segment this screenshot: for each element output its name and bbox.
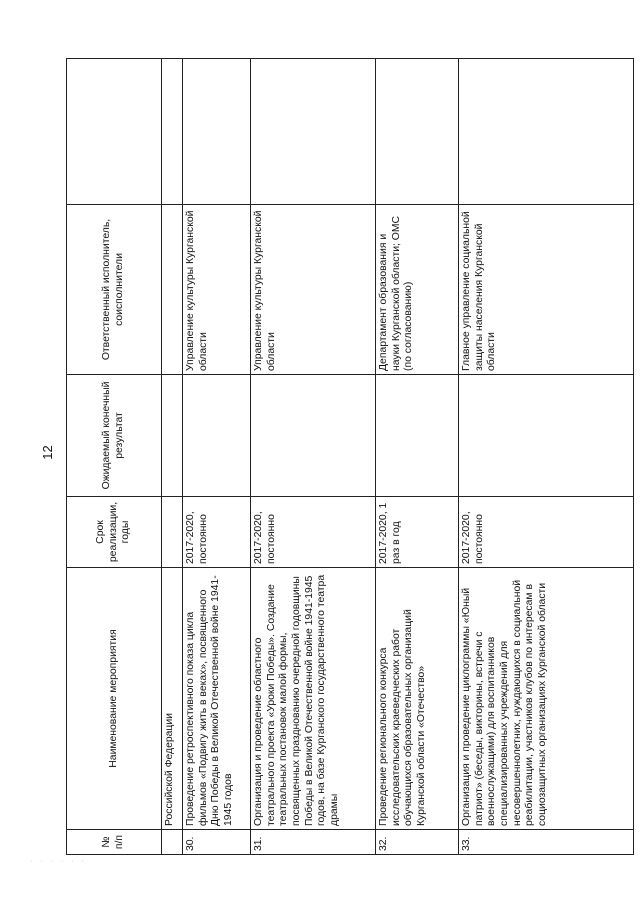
row-num: 33. <box>459 830 634 855</box>
row-extra <box>376 59 459 205</box>
row-result <box>376 375 459 497</box>
section-extra-cell <box>162 59 183 205</box>
header-term: Срок реализации, годы <box>67 497 162 568</box>
scan-margin-marks: · · · · · · <box>30 858 87 865</box>
row-executor: Управление культуры Курганской области <box>251 205 376 375</box>
row-term: 2017-2020, 1 раз в год <box>376 497 459 568</box>
table-row <box>459 59 634 855</box>
row-term: 2017-2020, постоянно <box>459 497 634 568</box>
row-name: Организация и проведение областного театрального проекта «Уроки Победы». Создание театральных постановок малой формы, посвященных празднованию очередной годовщины Победы в Великой Отечественной войне 1941-1945 годов, на базе Курганского государственного театра драмы <box>251 568 376 830</box>
measures-table <box>66 58 634 855</box>
row-name: Проведение регионального конкурса исследовательских краеведческих работ обучающихся образовательных организаций Курганской области «Отечество» <box>376 568 459 830</box>
row-executor: Управление культуры Курганской области <box>183 205 251 375</box>
row-num: 31. <box>251 830 376 855</box>
section-row <box>162 59 183 855</box>
header-result: Ожидаемый конечный результат <box>67 375 162 497</box>
row-name: Проведение ретроспективного показа цикла фильмов «Подвигу жить в веках», посвященного Дню Победы в Великой Отечественной войне 1941-1945 годов <box>183 568 251 830</box>
row-term: 2017-2020, постоянно <box>183 497 251 568</box>
table-row <box>183 59 251 855</box>
row-extra <box>459 59 634 205</box>
section-num-cell <box>162 830 183 855</box>
row-num: 30. <box>183 830 251 855</box>
row-num: 32. <box>376 830 459 855</box>
page-number: 12 <box>40 445 55 460</box>
row-term: 2017-2020, постоянно <box>251 497 376 568</box>
table-header-row <box>67 59 162 855</box>
row-result <box>459 375 634 497</box>
section-result-cell <box>162 375 183 497</box>
row-extra <box>251 59 376 205</box>
section-executor-cell <box>162 205 183 375</box>
section-title: Российской Федерации <box>162 568 183 830</box>
row-executor: Департамент образования и науки Курганской области; ОМС (по согласованию) <box>376 205 459 375</box>
table-row <box>251 59 376 855</box>
header-executor: Ответственный исполнитель, соисполнители <box>67 205 162 375</box>
section-term-cell <box>162 497 183 568</box>
row-executor: Главное управление социальной защиты населения Курганской области <box>459 205 634 375</box>
header-extra <box>67 59 162 205</box>
header-name: Наименование мероприятия <box>67 568 162 830</box>
row-result <box>183 375 251 497</box>
table-row <box>376 59 459 855</box>
row-name: Организация и проведение циклограммы «Юный патриот» (беседы, викторины, встречи с военнослужащими) для воспитанников специализированных учреждений для несовершеннолетних, нуждающихся в социальной реабилитации, участников клубов по интересам в социозащитных организациях Курганской области <box>459 568 634 830</box>
rotated-document-page <box>40 50 620 855</box>
header-num: № п/п <box>67 830 162 855</box>
row-extra <box>183 59 251 205</box>
row-result <box>251 375 376 497</box>
